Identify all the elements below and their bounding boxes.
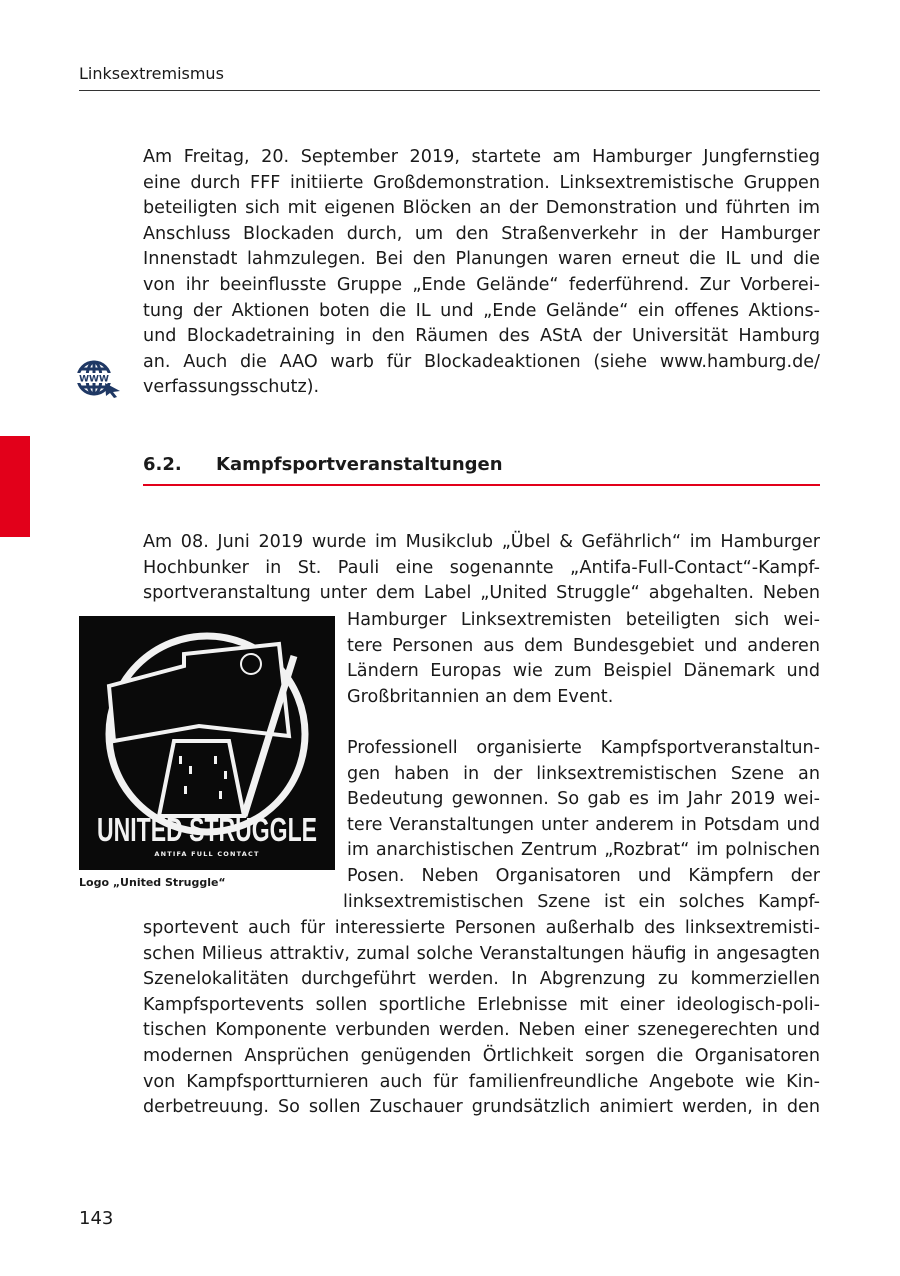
section-number: 6.2. — [143, 454, 182, 475]
www-globe-cursor-icon — [74, 358, 122, 398]
running-head: Linksextremismus — [79, 64, 224, 83]
text-line: Am 08. Juni 2019 wurde im Musikclub „Übel & Gefährlich“ im Hamburger — [143, 532, 820, 552]
text-line: Innenstadt lahmzulegen. Bei den Planungen waren erneut die IL und die — [143, 249, 820, 270]
text-line: an. Auch die AAO warb für Blockadeaktionen (siehe www.hamburg.de/ — [143, 351, 820, 372]
text-line: tung der Aktionen boten die IL und „Ende Gelände“ ein offenes Aktions- — [143, 300, 820, 321]
text-line: sportveranstaltung unter dem Label „United Struggle“ abgehalten. Neben — [143, 583, 820, 604]
chapter-tab-marker — [0, 436, 30, 537]
header-rule — [79, 90, 820, 91]
text-line: schen Milieus attraktiv, zumal solche Veranstaltungen häufig in angesagten — [143, 943, 820, 964]
text-line: im anarchistischen Zentrum „Rozbrat“ im polnischen — [347, 840, 820, 861]
text-line: Ländern Europas wie zum Beispiel Dänemark und — [347, 661, 820, 682]
text-line: gen haben in der linksextremistischen Szene an — [347, 763, 820, 784]
text-line: tere Veranstaltungen unter anderem in Potsdam und — [347, 814, 820, 835]
text-line: tere Personen aus dem Bundesgebiet und anderen — [347, 635, 820, 656]
logo-caption: Logo „United Struggle“ — [79, 876, 226, 889]
text-line: linksextremistischen Szene ist ein solches Kampf- — [343, 891, 820, 912]
logo-title: UNITED STRUGGLE — [97, 811, 317, 848]
text-line: verfassungsschutz). — [143, 377, 320, 398]
text-line: Posen. Neben Organisatoren und Kämpfern der — [347, 866, 820, 886]
text-line: Großbritannien an dem Event. — [347, 686, 614, 707]
text-line: modernen Ansprüchen genügenden Örtlichkeit sorgen die Organisatoren — [143, 1046, 820, 1066]
text-line: und Blockadetraining in den Räumen des AStA der Universität Hamburg — [143, 326, 820, 347]
text-line: sportevent auch für interessierte Personen außerhalb des linksextremisti- — [143, 918, 820, 938]
text-line: Szenelokalitäten durchgeführt werden. In Abgrenzung zu kommerziellen — [143, 969, 820, 990]
text-line: beteiligten sich mit eigenen Blöcken an der Demonstration und führten im — [143, 198, 820, 219]
text-line: Anschluss Blockaden durch, um den Straßenverkehr in der Hamburger — [143, 223, 820, 244]
text-line: tischen Komponente verbunden werden. Neben einer szenegerechten und — [143, 1020, 820, 1041]
logo-subtitle: ANTIFA FULL CONTACT — [154, 850, 260, 858]
svg-text:WWW: WWW — [79, 374, 109, 385]
text-line: derbetreuung. So sollen Zuschauer grundsätzlich animiert werden, in den — [143, 1097, 820, 1118]
text-line: Am Freitag, 20. September 2019, startete am Hamburger Jungfernstieg — [143, 147, 820, 167]
text-line: von Kampfsportturnieren auch für familienfreundliche Angebote wie Kin- — [143, 1071, 820, 1092]
page-number: 143 — [79, 1208, 114, 1229]
text-line: Professionell organisierte Kampfsportveranstaltun- — [347, 738, 820, 758]
text-line: Bedeutung gewonnen. So gab es im Jahr 2019 wei- — [347, 789, 820, 810]
united-struggle-logo-image — [79, 616, 335, 870]
section-rule — [143, 484, 820, 486]
text-line: Hamburger Linksextremisten beteiligten sich wei- — [347, 610, 820, 630]
text-line: Kampfsportevents sollen sportliche Erlebnisse mit einer ideologisch-poli- — [143, 994, 820, 1015]
section-title: Kampfsportveranstaltungen — [216, 454, 503, 475]
text-line: eine durch FFF initiierte Großdemonstration. Linksextremistische Gruppen — [143, 172, 820, 193]
text-line: Hochbunker in St. Pauli eine sogenannte „Antifa-Full-Contact“-Kampf- — [143, 557, 820, 578]
text-line: von ihr beeinflusste Gruppe „Ende Gelände“ federführend. Zur Vorberei- — [143, 275, 820, 295]
